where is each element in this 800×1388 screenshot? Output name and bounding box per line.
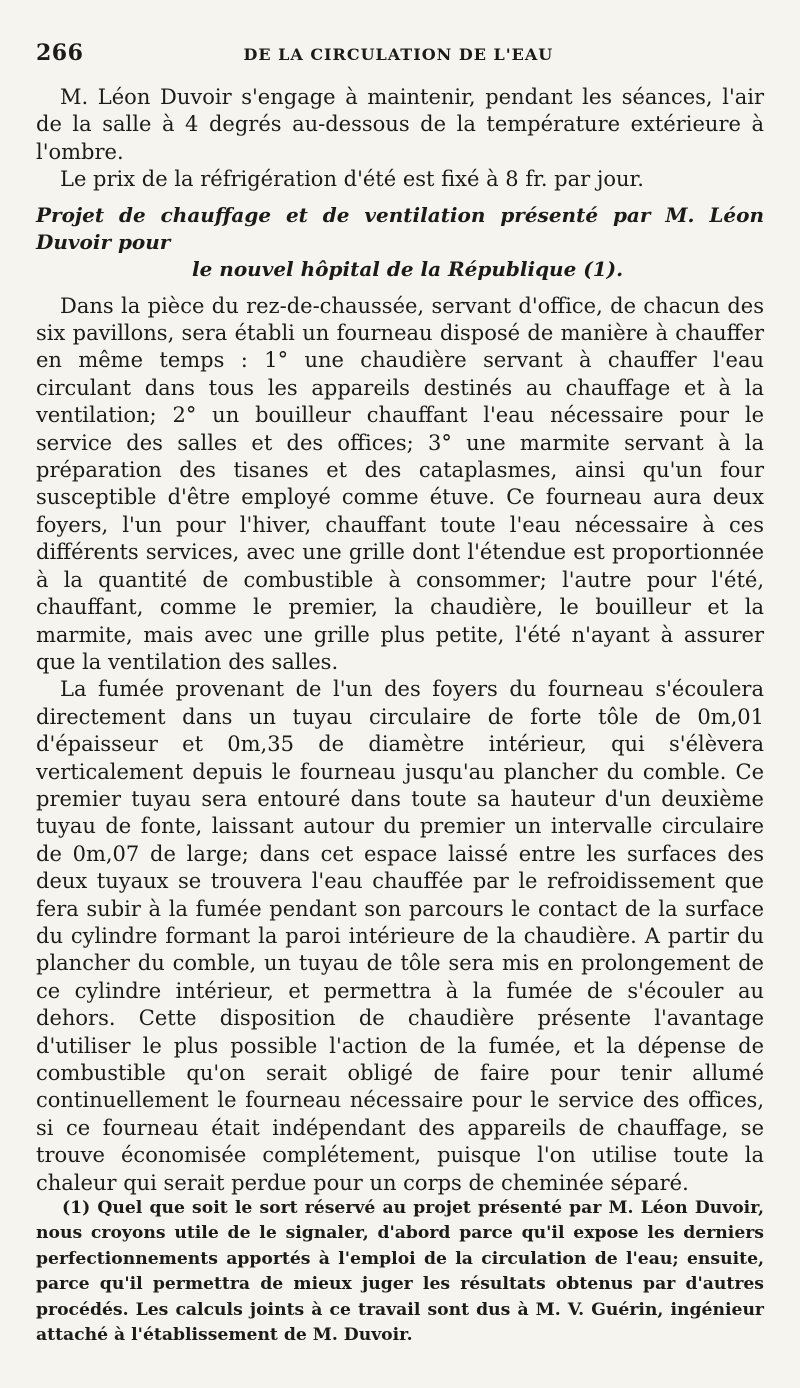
paragraph-price: Le prix de la réfrigération d'été est fixé à 8 fr. par jour.: [60, 167, 644, 192]
section-title-line-1: Projet de chauffage et de ventilation présenté par M. Léon Duvoir pour: [36, 202, 764, 254]
page-header: [36, 40, 764, 66]
paragraph-maintenance: M. Léon Duvoir s'engage à maintenir, pendant les séances, l'air de la salle à 4 degrés au-dessous de la température extérieure à l'ombre.: [36, 85, 764, 164]
footnote-text: (1) Quel que soit le sort réservé au projet présenté par M. Léon Duvoir, nous croyons utile de le signaler, d'abord parce qu'il expose les derniers perfectionnements apportés à l'emploi de la circulation de l'eau; ensuite, parce qu'il permettra de mieux juger les résultats obtenus par d'autres procédés. Les calculs joints à ce travail sont dus à M. V. Guérin, ingénieur attaché à l'établissement de M. Duvoir.: [36, 1198, 764, 1346]
section-title-line-2: le nouvel hôpital de la République (1).: [192, 256, 624, 281]
page-number: 266: [36, 40, 84, 66]
paragraph-furnace: Dans la pièce du rez-de-chaussée, servant d'office, de chacun des six pavillons, sera établi un fourneau disposé de manière à chauffer en même temps : 1° une chaudière servant à chauffer l'eau circulant dans tous les appareils destinés au chauffage et à la ventilation; 2° un bouilleur chauffant l'eau nécessaire pour le service des salles et des offices; 3° une marmite servant à la préparation des tisanes et des cataplasmes, ainsi qu'un four susceptible d'être employé comme étuve. Ce fourneau aura deux foyers, l'un pour l'hiver, chauffant toute l'eau nécessaire à ces différents services, avec une grille dont l'étendue est proportionnée à la quantité de combustible à consommer; l'autre pour l'été, chauffant, comme le premier, la chaudière, le bouilleur et la marmite, mais avec une grille plus petite, l'été n'ayant à assurer que la ventilation des salles.: [36, 293, 764, 674]
running-title: DE LA CIRCULATION DE L'EAU: [243, 45, 554, 64]
paragraph-smoke: La fumée provenant de l'un des foyers du fourneau s'écoulera directement dans un tuyau circulaire de forte tôle de 0m,01 d'épaisseur et 0m,35 de diamètre intérieur, qui s'élèvera verticalement depuis le fourneau jusqu'au plancher du comble. Ce premier tuyau sera entouré dans toute sa hauteur d'un deuxième tuyau de fonte, laissant autour du premier un intervalle circulaire de 0m,07 de large; dans cet espace laissé entre les surfaces des deux tuyaux se trouvera l'eau chauffée par le refroidissement que fera subir à la fumée pendant son parcours le contact de la surface du cylindre formant la paroi intérieure de la chaudière. A partir du plancher du comble, un tuyau de tôle sera mis en prolongement de ce cylindre intérieur, et permettra à la fumée de s'écouler au dehors. Cette disposition de chaudière présente l'avantage d'utiliser le plus possible l'action de la fumée, et la dépense de combustible qu'on serait obligé de faire pour tenir allumé continuellement le fourneau nécessaire pour le service des offices, si ce fourneau était indépendant des appareils de chauffage, se trouve économisée complétement, puisque l'on utilise toute la chaleur qui serait perdue pour un corps de cheminée séparé.: [36, 677, 764, 1195]
section-title: [36, 202, 764, 283]
footnote: [36, 1196, 764, 1348]
